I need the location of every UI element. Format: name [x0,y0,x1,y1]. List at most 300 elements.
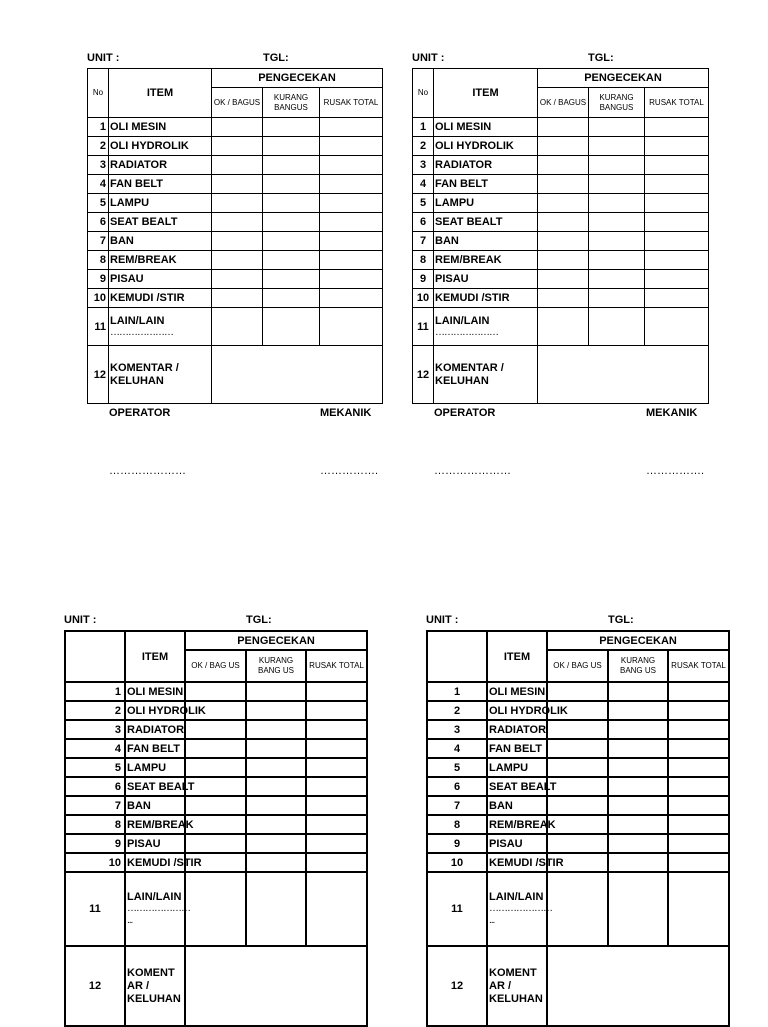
check-broken-cell[interactable] [645,232,709,251]
item-number: 7 [88,232,109,251]
item-other-label: LAIN/LAIN [127,891,182,903]
item-name: SEAT BEALT [434,213,538,232]
table-row [88,251,383,270]
table-row [413,308,709,346]
checklist-table [412,68,709,404]
table-row [427,796,729,815]
table-row [413,232,709,251]
no-header: No [88,69,109,118]
check-broken-cell[interactable] [645,213,709,232]
check-ok-cell[interactable] [538,308,589,346]
item-number: 1 [427,682,487,701]
check-ok-cell[interactable] [212,194,263,213]
check-broken-cell[interactable] [668,758,729,777]
check-ok-cell[interactable] [185,758,246,777]
item-other-dots-cont: ... [489,915,495,926]
item-name: LAMPU [109,194,212,213]
item-number: 9 [427,834,487,853]
no-header [65,631,125,682]
item-number: 11 [413,308,434,346]
check-fair-cell[interactable] [589,213,645,232]
check-ok-cell[interactable] [538,137,589,156]
check-broken-cell[interactable] [320,118,383,137]
table-row [65,853,367,872]
check-fair-cell[interactable] [589,175,645,194]
item-name: FAN BELT [487,739,547,758]
check-broken-cell[interactable] [645,118,709,137]
comment-field[interactable] [212,346,383,404]
item-other-label: LAIN/LAIN [435,315,490,327]
item-other-dots: ………………… [110,327,173,338]
item-name: RADIATOR [125,720,185,739]
item-name: RADIATOR [109,156,212,175]
check-header: PENGECEKAN [547,631,729,650]
comment-label: KOMENTAR / KELUHAN [434,346,538,404]
check-fair-cell[interactable] [608,815,668,834]
check-fair-cell[interactable] [589,137,645,156]
check-broken-cell[interactable] [306,796,367,815]
item-name: FAN BELT [434,175,538,194]
table-row [427,834,729,853]
table-row [427,701,729,720]
check-broken-cell[interactable] [306,758,367,777]
item-number: 1 [88,118,109,137]
item-number: 8 [88,251,109,270]
check-fair-cell[interactable] [246,834,306,853]
table-row [65,777,367,796]
item-other-label: LAIN/LAIN [110,315,165,327]
item-number: 5 [413,194,434,213]
item-header: ITEM [487,631,547,682]
no-header [427,631,487,682]
item-name: OLI MESIN [434,118,538,137]
check-fair-cell[interactable] [263,194,320,213]
check-broken-cell[interactable] [320,308,383,346]
check-ok-cell[interactable] [547,739,608,758]
check-broken-cell[interactable] [668,853,729,872]
item-name: OLI MESIN [109,118,212,137]
check-fair-cell[interactable] [246,853,306,872]
check-ok-cell[interactable] [212,156,263,175]
item-number: 4 [427,739,487,758]
check-ok-cell[interactable] [212,213,263,232]
check-ok-cell[interactable] [185,796,246,815]
check-fair-cell[interactable] [589,289,645,308]
check-broken-cell[interactable] [320,213,383,232]
check-fair-cell[interactable] [608,796,668,815]
check-fair-cell[interactable] [263,156,320,175]
item-number: 10 [427,853,487,872]
item-name: PISAU [487,834,547,853]
item-name: BAN [125,796,185,815]
item-number: 8 [65,815,125,834]
check-broken-cell[interactable] [320,232,383,251]
check-fair-cell[interactable] [263,137,320,156]
item-name: REM/BREAK [434,251,538,270]
check-fair-cell[interactable] [263,289,320,308]
check-fair-cell[interactable] [246,815,306,834]
check-broken-cell[interactable] [320,156,383,175]
table-row [65,796,367,815]
check-fair-cell[interactable] [246,758,306,777]
check-fair-cell[interactable] [263,213,320,232]
table-row [427,739,729,758]
check-fair-cell[interactable] [263,308,320,346]
check-ok-cell[interactable] [185,720,246,739]
check-ok-cell[interactable] [185,739,246,758]
check-ok-cell[interactable] [185,872,246,946]
table-row [65,834,367,853]
check-broken-cell[interactable] [320,251,383,270]
check-fair-cell[interactable] [263,270,320,289]
operator-signature-line[interactable]: ………………… [109,465,186,477]
check-broken-cell[interactable] [645,137,709,156]
check-ok-cell[interactable] [185,815,246,834]
unit-label: UNIT : [64,614,97,626]
check-fair-cell[interactable] [263,175,320,194]
item-name: RADIATOR [487,720,547,739]
check-ok-cell[interactable] [212,289,263,308]
check-ok-cell[interactable] [547,682,608,701]
item-name: OLI HYDROLIK [125,701,185,720]
check-fair-cell[interactable] [608,739,668,758]
check-ok-cell[interactable] [538,232,589,251]
item-number: 3 [65,720,125,739]
check-fair-cell[interactable] [246,682,306,701]
table-row [65,739,367,758]
table-row [65,815,367,834]
item-name: PISAU [434,270,538,289]
check-broken-cell[interactable] [668,777,729,796]
mechanic-signature-line[interactable]: ……………. [320,465,379,477]
check-ok-cell[interactable] [547,758,608,777]
check-ok-cell[interactable] [212,232,263,251]
item-number: 2 [427,701,487,720]
check-broken-cell[interactable] [306,815,367,834]
item-name: REM/BREAK [109,251,212,270]
item-number: 5 [65,758,125,777]
table-row [427,853,729,872]
item-number: 7 [65,796,125,815]
table-row [88,289,383,308]
item-name: SEAT BEALT [125,777,185,796]
table-row [413,118,709,137]
checklist-table [426,630,730,1027]
item-number: 9 [65,834,125,853]
table-row [88,118,383,137]
table-row [413,175,709,194]
table-row [413,346,709,404]
item-number: 3 [427,720,487,739]
check-broken-cell[interactable] [668,796,729,815]
check-fair-cell[interactable] [608,720,668,739]
check-ok-cell[interactable] [212,118,263,137]
item-name: PISAU [109,270,212,289]
check-broken-cell[interactable] [306,720,367,739]
inspection-form-top-left [87,52,383,482]
check-broken-cell[interactable] [668,834,729,853]
check-broken-cell[interactable] [306,834,367,853]
item-name: REM/BREAK [125,815,185,834]
table-row [413,156,709,175]
mechanic-label: MEKANIK [646,407,698,419]
item-name [434,308,538,346]
item-number: 12 [427,946,487,1026]
operator-signature-line[interactable]: ………………… [434,465,511,477]
item-number: 4 [88,175,109,194]
item-other-label: LAIN/LAIN [489,891,544,903]
item-number: 3 [413,156,434,175]
check-header: PENGECEKAN [185,631,367,650]
item-number: 2 [413,137,434,156]
check-broken-cell[interactable] [645,251,709,270]
check-broken-cell[interactable] [320,270,383,289]
inspection-form-bottom-right [426,614,726,1024]
col-ok-header: OK / BAGUS [538,88,589,118]
item-name: LAMPU [434,194,538,213]
col-broken-header: RUSAK TOTAL [306,650,367,682]
check-ok-cell[interactable] [185,777,246,796]
check-broken-cell[interactable] [668,682,729,701]
check-ok-cell[interactable] [538,213,589,232]
check-ok-cell[interactable] [547,815,608,834]
item-header: ITEM [109,69,212,118]
item-number: 4 [413,175,434,194]
check-broken-cell[interactable] [668,739,729,758]
check-broken-cell[interactable] [306,739,367,758]
table-row [65,872,367,946]
item-number: 8 [413,251,434,270]
check-fair-cell[interactable] [589,194,645,213]
table-row [65,946,367,1026]
check-fair-cell[interactable] [589,251,645,270]
comment-field[interactable] [547,946,729,1026]
item-name: KEMUDI /STIR [109,289,212,308]
item-number: 11 [65,872,125,946]
item-number: 4 [65,739,125,758]
check-broken-cell[interactable] [306,682,367,701]
check-broken-cell[interactable] [306,872,367,946]
check-fair-cell[interactable] [589,308,645,346]
check-broken-cell[interactable] [645,194,709,213]
check-fair-cell[interactable] [246,796,306,815]
mechanic-signature-line[interactable]: ……………. [646,465,705,477]
item-number: 1 [65,682,125,701]
item-number: 12 [88,346,109,404]
item-name: BAN [109,232,212,251]
item-name: FAN BELT [109,175,212,194]
check-fair-cell[interactable] [608,834,668,853]
item-name: KEMUDI /STIR [125,853,185,872]
date-label: TGL: [608,614,634,626]
check-ok-cell[interactable] [212,251,263,270]
check-ok-cell[interactable] [185,682,246,701]
col-ok-header: OK / BAG US [185,650,246,682]
col-ok-header: OK / BAG US [547,650,608,682]
table-row [413,194,709,213]
item-number: 7 [427,796,487,815]
check-ok-cell[interactable] [547,720,608,739]
table-row [413,213,709,232]
item-name: OLI HYDROLIK [487,701,547,720]
table-row [88,156,383,175]
item-number: 8 [427,815,487,834]
inspection-form-bottom-left [64,614,368,1024]
item-number: 5 [88,194,109,213]
item-name: OLI HYDROLIK [434,137,538,156]
check-ok-cell[interactable] [185,834,246,853]
check-fair-cell[interactable] [589,232,645,251]
check-fair-cell[interactable] [589,156,645,175]
table-row [427,946,729,1026]
item-number: 6 [427,777,487,796]
item-name [125,872,190,946]
comment-label: KOMENT AR / KELUHAN [487,946,547,1026]
check-ok-cell[interactable] [538,251,589,270]
check-fair-cell[interactable] [263,251,320,270]
check-ok-cell[interactable] [212,308,263,346]
item-number: 9 [413,270,434,289]
col-fair-header: KURANG BANG US [246,650,306,682]
table-row [88,175,383,194]
item-number: 6 [65,777,125,796]
check-ok-cell[interactable] [538,156,589,175]
check-broken-cell[interactable] [320,289,383,308]
check-ok-cell[interactable] [212,175,263,194]
check-fair-cell[interactable] [246,777,306,796]
check-ok-cell[interactable] [538,289,589,308]
check-fair-cell[interactable] [263,232,320,251]
check-fair-cell[interactable] [589,270,645,289]
col-fair-header: KURANG BANGUS [589,88,645,118]
check-broken-cell[interactable] [320,194,383,213]
item-header: ITEM [125,631,185,682]
check-ok-cell[interactable] [547,796,608,815]
check-fair-cell[interactable] [608,701,668,720]
table-row [88,232,383,251]
check-broken-cell[interactable] [668,872,729,946]
table-row [88,137,383,156]
check-fair-cell[interactable] [608,872,668,946]
item-number: 11 [88,308,109,346]
check-fair-cell[interactable] [608,758,668,777]
table-row [427,720,729,739]
item-name: BAN [434,232,538,251]
check-ok-cell[interactable] [538,118,589,137]
item-name: SEAT BEALT [487,777,547,796]
check-broken-cell[interactable] [320,175,383,194]
check-fair-cell[interactable] [608,853,668,872]
mechanic-label: MEKANIK [320,407,372,419]
table-row [413,289,709,308]
col-fair-header: KURANG BANGUS [263,88,320,118]
col-broken-header: RUSAK TOTAL [645,88,709,118]
item-name: FAN BELT [125,739,185,758]
check-ok-cell[interactable] [538,270,589,289]
table-row [427,872,729,946]
check-broken-cell[interactable] [306,853,367,872]
check-header: PENGECEKAN [212,69,383,88]
col-broken-header: RUSAK TOTAL [668,650,729,682]
check-fair-cell[interactable] [608,682,668,701]
item-other-dots: ………………… [127,903,190,914]
check-ok-cell[interactable] [212,270,263,289]
col-broken-header: RUSAK TOTAL [320,88,383,118]
item-other-dots: ………………… [489,903,552,914]
item-number: 6 [88,213,109,232]
unit-label: UNIT : [87,52,120,64]
date-label: TGL: [263,52,289,64]
table-row [413,137,709,156]
item-name: KEMUDI /STIR [434,289,538,308]
table-row [427,758,729,777]
comment-label: KOMENT AR / KELUHAN [125,946,185,1026]
item-name: SEAT BEALT [109,213,212,232]
item-number: 2 [65,701,125,720]
item-name: OLI MESIN [487,682,547,701]
table-row [88,346,383,404]
unit-label: UNIT : [426,614,459,626]
check-broken-cell[interactable] [306,777,367,796]
table-row [65,682,367,701]
check-broken-cell[interactable] [668,701,729,720]
check-fair-cell[interactable] [246,872,306,946]
check-fair-cell[interactable] [608,777,668,796]
check-ok-cell[interactable] [547,872,608,946]
item-number: 3 [88,156,109,175]
check-broken-cell[interactable] [320,137,383,156]
item-number: 1 [413,118,434,137]
item-header: ITEM [434,69,538,118]
check-fair-cell[interactable] [589,118,645,137]
comment-field[interactable] [538,346,709,404]
check-broken-cell[interactable] [645,308,709,346]
item-name: LAMPU [487,758,547,777]
check-broken-cell[interactable] [306,701,367,720]
item-name [487,872,552,946]
item-name: KEMUDI /STIR [487,853,547,872]
check-ok-cell[interactable] [547,777,608,796]
table-row [88,308,383,346]
check-fair-cell[interactable] [263,118,320,137]
item-number: 6 [413,213,434,232]
table-row [88,270,383,289]
date-label: TGL: [246,614,272,626]
table-row [65,720,367,739]
comment-field[interactable] [185,946,367,1026]
check-ok-cell[interactable] [538,194,589,213]
check-broken-cell[interactable] [668,720,729,739]
check-ok-cell[interactable] [547,834,608,853]
item-name: OLI MESIN [125,682,185,701]
check-ok-cell[interactable] [538,175,589,194]
operator-label: OPERATOR [109,407,171,419]
check-fair-cell[interactable] [246,739,306,758]
table-row [427,682,729,701]
check-fair-cell[interactable] [246,720,306,739]
check-broken-cell[interactable] [645,175,709,194]
check-broken-cell[interactable] [645,156,709,175]
check-broken-cell[interactable] [668,815,729,834]
table-row [427,815,729,834]
no-header: No [413,69,434,118]
item-number: 10 [88,289,109,308]
item-number: 5 [427,758,487,777]
check-ok-cell[interactable] [212,137,263,156]
check-broken-cell[interactable] [645,270,709,289]
check-broken-cell[interactable] [645,289,709,308]
check-fair-cell[interactable] [246,701,306,720]
